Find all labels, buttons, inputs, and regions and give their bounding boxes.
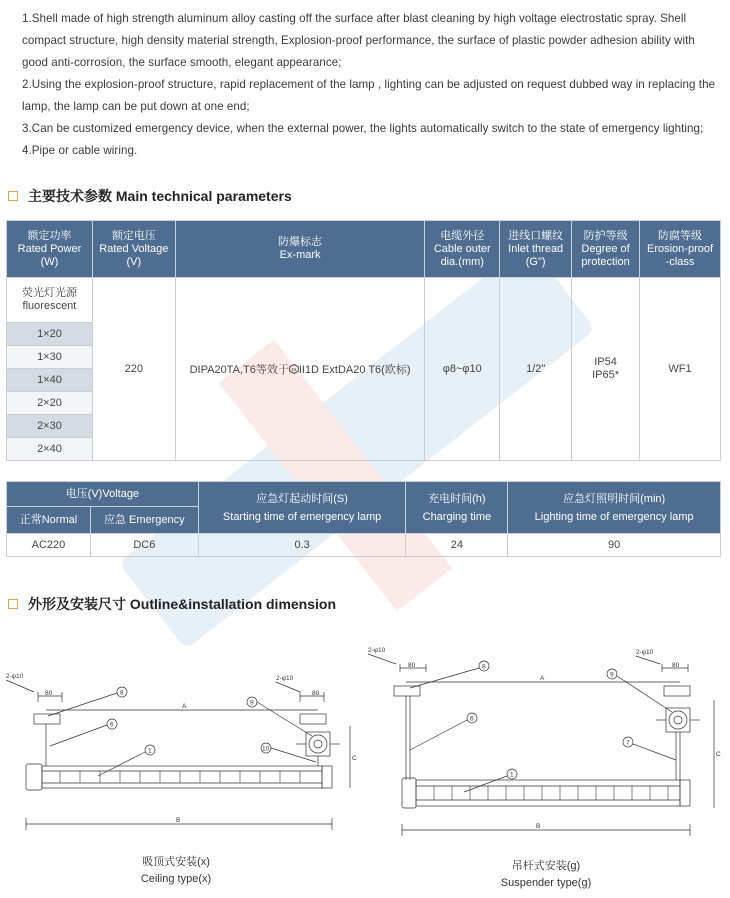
svg-text:8: 8 [482, 663, 486, 671]
ex-hexagon-icon [289, 364, 299, 374]
table-row [7, 534, 721, 557]
svg-text:1: 1 [510, 771, 514, 779]
caption-ceiling [116, 854, 236, 888]
svg-text:80: 80 [312, 690, 320, 697]
svg-text:1: 1 [148, 747, 152, 755]
suspender-type-drawing [368, 647, 721, 836]
feature-item: 1.Shell made of high strength aluminum alloy casting off the surface after blast cleaning by high voltage electrostatic spray. Shell compact structure, high density material strength, Explosion-proof performance, the surface of plastic powder adhesion ability with good anti-corrosion, the surface smooth, elegant appearance; [22, 12, 695, 69]
power-cell: 2×20 [7, 392, 93, 415]
header-inlet-thread: 进线口螺纹 Inlet thread (G") [500, 221, 572, 278]
caption-suspender [476, 858, 616, 892]
section-title: 外形及安装尺寸 Outline&installation dimension [28, 596, 337, 612]
svg-text:10: 10 [262, 745, 270, 753]
section-heading-outline [8, 594, 336, 614]
header-emergency: 应急 Emergency [90, 507, 198, 534]
emergency-table [6, 481, 721, 557]
header-ex-mark: 防爆标志 Ex-mark [175, 221, 425, 278]
header-charging-time: 充电时间(h) Charging time [406, 482, 508, 534]
svg-text:A: A [540, 675, 545, 682]
svg-text:2-φ10: 2-φ10 [636, 649, 654, 656]
caption-en: Suspender type(g) [500, 877, 592, 889]
svg-text:6: 6 [470, 715, 474, 723]
section-heading-parameters [8, 186, 292, 206]
ceiling-type-drawing [6, 673, 357, 830]
power-cell: 1×40 [7, 369, 93, 392]
section-title: 主要技术参数 Main technical parameters [28, 188, 292, 204]
header-lighting-time: 应急灯照明时间(min) Lighting time of emergency lamp [508, 482, 721, 534]
svg-text:80: 80 [408, 662, 416, 669]
power-cell: 1×30 [7, 346, 93, 369]
erosion-cell: WF1 [640, 278, 721, 461]
normal-cell: AC220 [7, 534, 91, 557]
power-cell: 2×40 [7, 438, 93, 461]
svg-text:8: 8 [120, 689, 124, 697]
header-rated-power: 额定功率 Rated Power (W) [7, 221, 93, 278]
feature-item: 2.Using the explosion-proof structure, rapid replacement of the lamp , lighting can be adjusted on request dubbed way in replacing the lamp, the lamp can be put down at one end; [22, 78, 716, 113]
installation-drawing [0, 630, 730, 860]
start-cell: 0.3 [198, 534, 406, 557]
svg-text:7: 7 [626, 739, 630, 747]
svg-text:C: C [716, 751, 721, 758]
svg-text:80: 80 [672, 662, 680, 669]
header-start-time: 应急灯起动时间(S) Starting time of emergency lamp [198, 482, 406, 534]
emergency-cell: DC6 [90, 534, 198, 557]
technical-parameters-table [6, 220, 721, 461]
caption-en: Ceiling type(x) [140, 873, 212, 885]
power-cell: 2×30 [7, 415, 93, 438]
svg-text:2-φ10: 2-φ10 [6, 673, 24, 680]
protection-cell: IP54 IP65* [572, 278, 640, 461]
light-cell: 90 [508, 534, 721, 557]
cable-cell: φ8~φ10 [425, 278, 500, 461]
header-voltage: 电压(V)Voltage [7, 482, 199, 507]
table-header-row [7, 221, 721, 278]
feature-item: 4.Pipe or cable wiring. [22, 144, 138, 157]
svg-text:80: 80 [45, 690, 53, 697]
header-rated-voltage: 额定电压 Rated Voltage (V) [92, 221, 175, 278]
feature-list [22, 8, 722, 162]
caption-cn: 吸顶式安装(x) [142, 856, 210, 868]
header-cable-dia: 电缆外径 Cable outer dia.(mm) [425, 221, 500, 278]
svg-text:9: 9 [610, 671, 614, 679]
header-erosion: 防腐等级 Erosion-proof -class [640, 221, 721, 278]
voltage-cell: 220 [92, 278, 175, 461]
svg-text:B: B [536, 823, 541, 830]
svg-text:C: C [352, 755, 357, 762]
svg-text:B: B [176, 817, 181, 824]
power-cell: 1×20 [7, 323, 93, 346]
table-row [7, 278, 721, 323]
svg-text:6: 6 [110, 721, 114, 729]
square-bullet-icon [8, 191, 18, 201]
header-normal: 正常Normal [7, 507, 91, 534]
header-protection: 防护等级 Degree of protection [572, 221, 640, 278]
feature-item: 3.Can be customized emergency device, when the external power, the lights automatically switch to the state of emergency lighting; [22, 122, 704, 135]
exmark-cell: DIPA20TA,T6等效于 εx II1D ExtDA20 T6(欧标) [175, 278, 425, 461]
svg-text:2-φ10: 2-φ10 [368, 647, 386, 654]
square-bullet-icon [8, 599, 18, 609]
svg-text:A: A [182, 703, 187, 710]
svg-text:2-φ10: 2-φ10 [276, 675, 294, 682]
source-cell: 荧光灯光源 fluorescent [7, 278, 93, 323]
thread-cell: 1/2" [500, 278, 572, 461]
svg-text:9: 9 [250, 699, 254, 707]
svg-text:εx: εx [291, 367, 297, 373]
caption-cn: 吊杆式安装(g) [511, 860, 581, 872]
charge-cell: 24 [406, 534, 508, 557]
